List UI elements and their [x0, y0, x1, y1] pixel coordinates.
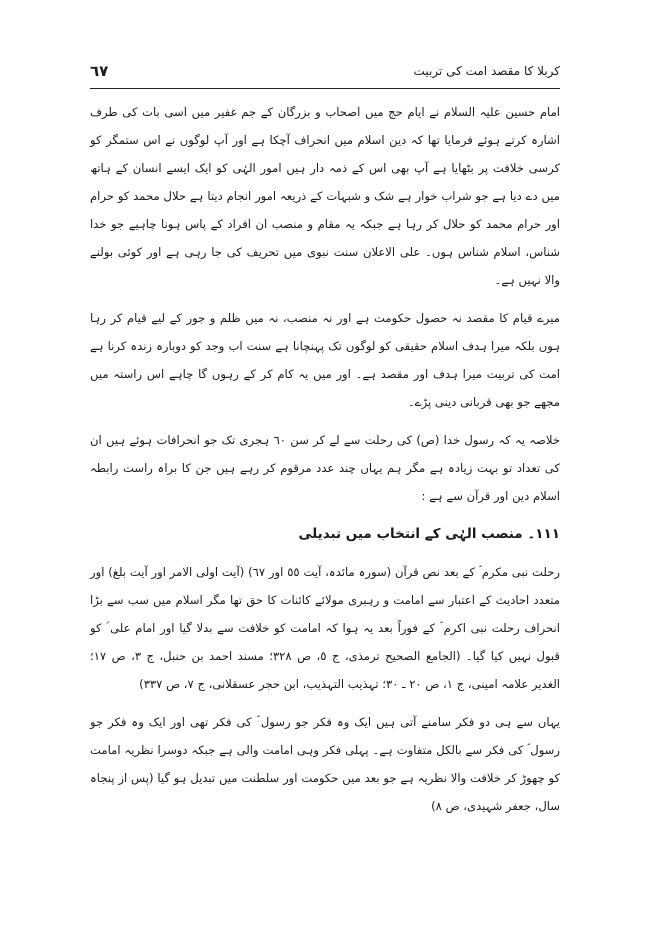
running-title: کربلا کا مقصد امت کی تربیت: [413, 64, 560, 78]
page-header: [90, 58, 560, 90]
paragraph-5: یہاں سے ہی دو فکر سامنے آتی ہیں ایک وہ فکر جو رسول ؐ کی فکر تھی اور ایک وہ فکر جو رسول ؐ کی فکر سے بالکل متفاوت ہے۔ پہلی فکر وہی امامت والی ہے جبکہ دوسرا نظریہ امامت کو چھوڑ کر خلافت والا نظریہ ہے جو بعد میں حکومت اور سلطنت میں تبدیل ہو گیا (پس از پنجاہ سال، جعفر شہیدی، ص ٨): [90, 715, 560, 813]
paragraph-2: میرے قیام کا مقصد نہ حصول حکومت ہے اور نہ منصب، نہ میں ظلم و جور کے لیے قیام کر رہا ہوں بلکہ میرا ہدف اسلام حقیقی کو لوگوں تک پہنچانا ہے سنت اب وجد کو دوبارہ زندہ کرنا ہے امت کی تربیت میرا ہدف اور مقصد ہے۔ اور میں یہ کام کر کے رہوں گا چاہے اس راستہ میں مجھے جو بھی قربانی دینی پڑے۔: [90, 311, 560, 409]
page-number: ٦٧: [90, 62, 109, 80]
paragraph-1: امام حسین علیہ السلام نے ایام حج میں اصحاب و بزرگان کے جم غفیر میں اسی بات کی طرف اشارہ کرتے ہوئے فرمایا تھا کہ دین اسلام میں انحراف آچکا ہے اور آپ لوگوں نے اس ستمگر کو کرسی خلافت پر بٹھایا ہے آپ بھی اس کے ذمہ دار ہیں امور الہٰی کو ایک ایسے انسان کے ہاتھ میں دے دیا ہے جو شراب خوار ہے شک و شبہات کے ذریعہ امور انجام دیتا ہے حلال محمد کو حرام اور حرام محمد کو حلال کر رہا ہے جبکہ یہ مقام و منصب ان افراد کے پاس ہونا چاہیے جو خدا شناس، اسلام شناس ہوں۔ علی الاعلان سنت نبوی میں تحریف کی جا رہی ہے اور کوئی بولنے والا نہیں ہے۔: [90, 105, 560, 287]
header-divider: [90, 88, 560, 89]
section-heading: ١١١۔ منصب الہٰی کے انتخاب میں تبدیلی: [298, 526, 560, 542]
body-text: [90, 98, 560, 830]
paragraph-4: رحلت نبی مکرم ؐ کے بعد نص قرآن (سورہ مائدہ، آیت ٥٥ اور ٦٧) (آیت اولی الامر اور آیت بلغ) اور متعدد احادیث کے اعتبار سے امامت و رہبری مولائے کائنات کا حق تھا مگر اسلام میں سب سے بڑا انحراف رحلت نبی اکرم ؐ کے فوراً بعد یہ ہوا کہ امامت کو خلافت سے بدلا گیا اور امام علی ؑ کو قبول نہیں کیا گیا۔ (الجامع الصحیح ترمذی، ج ٥، ص ٣٢٨؛ مسند احمد بن حنبل، ج ٣، ص ١٧؛ الغدیر علامہ امینی، ج ١، ص ٢٠ ـ ٣٠؛ تہذیب التہذیب، ابن حجر عسقلانی، ج ٧، ص ٣٣٧): [90, 565, 560, 691]
paragraph-3: خلاصہ یہ کہ رسول خدا (ص) کی رحلت سے لے کر سن ٦٠ ہجری تک جو انحرافات ہوئے ہیں ان کی تعداد تو بہت زیادہ ہے مگر ہم یہاں چند عدد مرقوم کر رہے ہیں جن کا براہ راست رابطہ اسلام دین اور قرآن سے ہے :: [90, 433, 560, 503]
